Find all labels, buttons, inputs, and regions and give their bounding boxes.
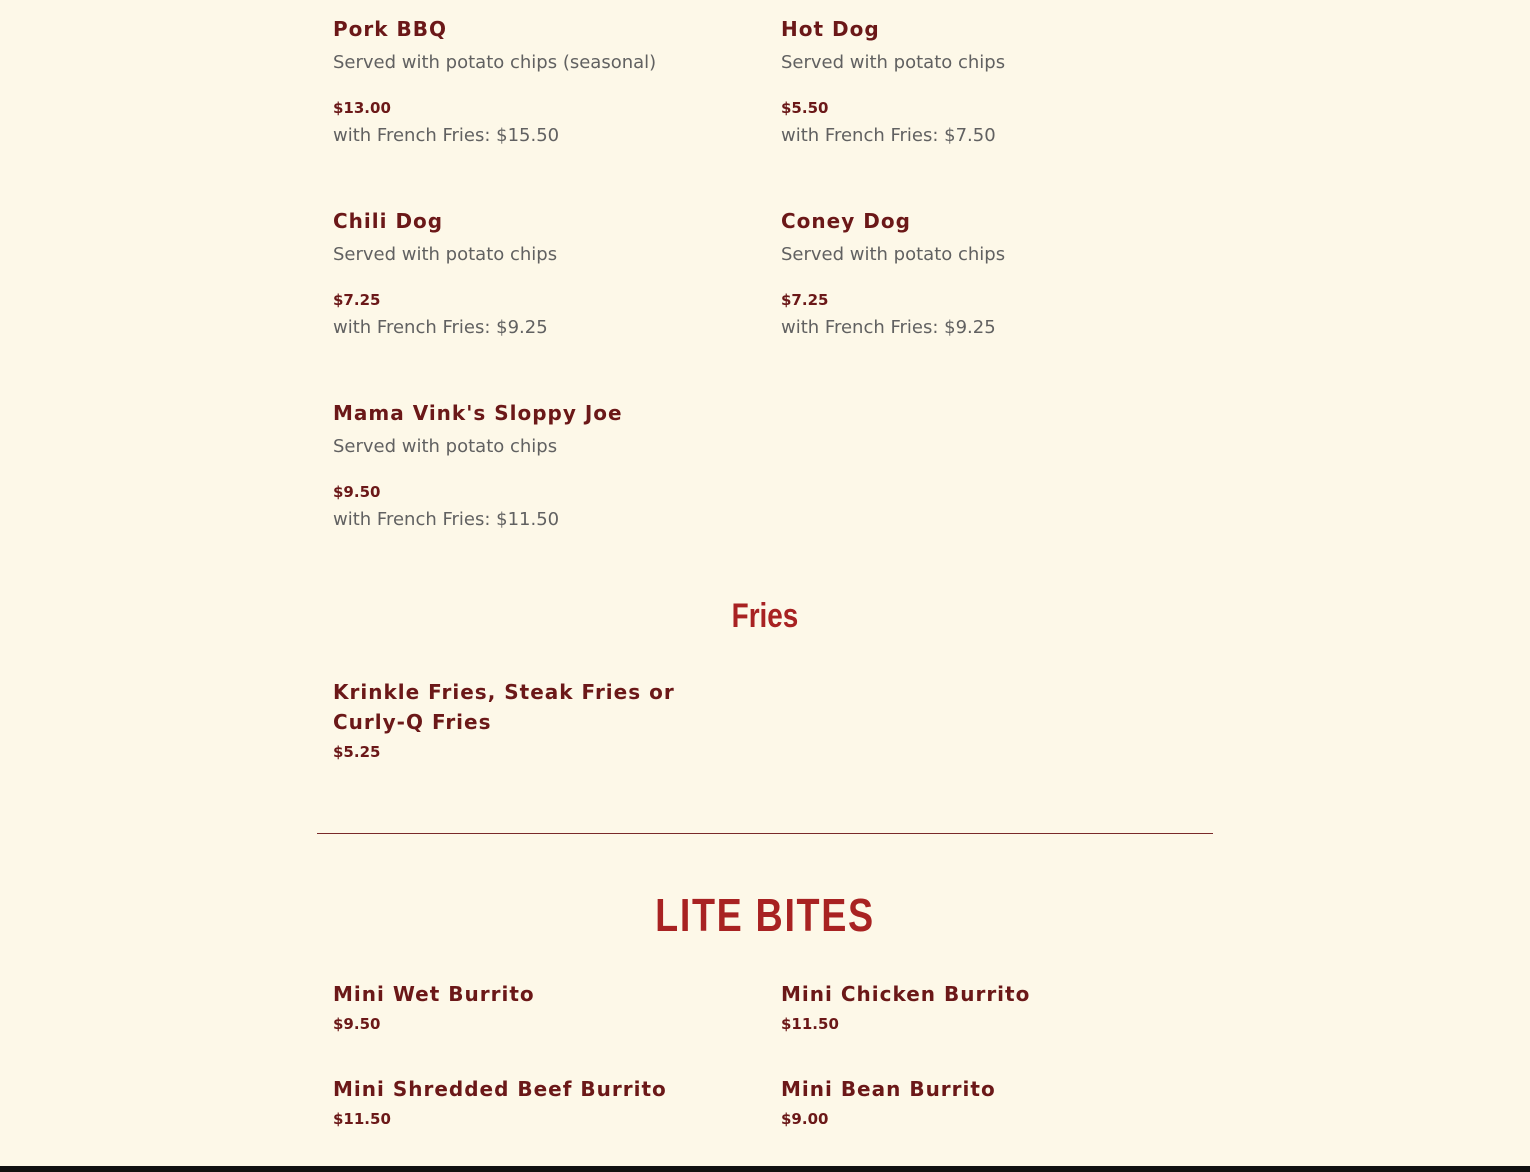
bottom-bar	[0, 1166, 1530, 1172]
menu-item-hot-dog	[781, 14, 1171, 148]
item-price: $7.25	[333, 291, 381, 309]
item-price: $9.50	[333, 1015, 381, 1033]
item-price: $11.50	[333, 1110, 391, 1128]
menu-item-coney-dog	[781, 206, 1171, 340]
item-name: Hot Dog	[781, 17, 880, 41]
item-price: $5.50	[781, 99, 829, 117]
section-divider	[317, 833, 1213, 834]
item-alt-price: with French Fries: $7.50	[781, 125, 996, 146]
menu-item-chili-dog	[333, 206, 723, 340]
item-alt-price: with French Fries: $9.25	[333, 317, 548, 338]
menu-item-mini-wet-burrito	[333, 979, 723, 1034]
menu-item-sloppy-joe	[333, 398, 723, 532]
item-alt-price: with French Fries: $11.50	[333, 509, 560, 530]
item-description: Served with potato chips	[781, 52, 1006, 73]
item-price: $13.00	[333, 99, 391, 117]
menu-item-pork-bbq	[333, 14, 723, 148]
menu-item-mini-chicken-burrito	[781, 979, 1171, 1034]
item-alt-price: with French Fries: $9.25	[781, 317, 996, 338]
item-price: $9.50	[333, 483, 381, 501]
menu-item-mini-bean-burrito	[781, 1074, 1171, 1129]
item-name: Chili Dog	[333, 209, 444, 233]
item-description: Served with potato chips (seasonal)	[333, 52, 657, 73]
item-price: $7.25	[781, 291, 829, 309]
item-price: $11.50	[781, 1015, 839, 1033]
section-title-lite-bites: LITE BITES	[655, 889, 875, 941]
item-alt-price: with French Fries: $15.50	[333, 125, 560, 146]
item-name: Coney Dog	[781, 209, 911, 233]
item-description: Served with potato chips	[333, 436, 558, 457]
item-name: Mini Chicken Burrito	[781, 982, 1031, 1006]
item-name: Mini Wet Burrito	[333, 982, 535, 1006]
item-name: Mini Shredded Beef Burrito	[333, 1077, 667, 1101]
item-name: Pork BBQ	[333, 17, 448, 41]
menu-item-fries	[333, 677, 723, 762]
item-name: Mama Vink's Sloppy Joe	[333, 401, 623, 425]
item-description: Served with potato chips	[333, 244, 558, 265]
item-description: Served with potato chips	[781, 244, 1006, 265]
item-name: Mini Bean Burrito	[781, 1077, 996, 1101]
section-title-fries: Fries	[731, 597, 799, 635]
item-price: $9.00	[781, 1110, 829, 1128]
item-name: Krinkle Fries, Steak Fries or Curly-Q Fries	[333, 680, 675, 734]
item-price: $5.25	[333, 743, 381, 761]
menu-item-mini-shredded-beef-burrito	[333, 1074, 723, 1129]
